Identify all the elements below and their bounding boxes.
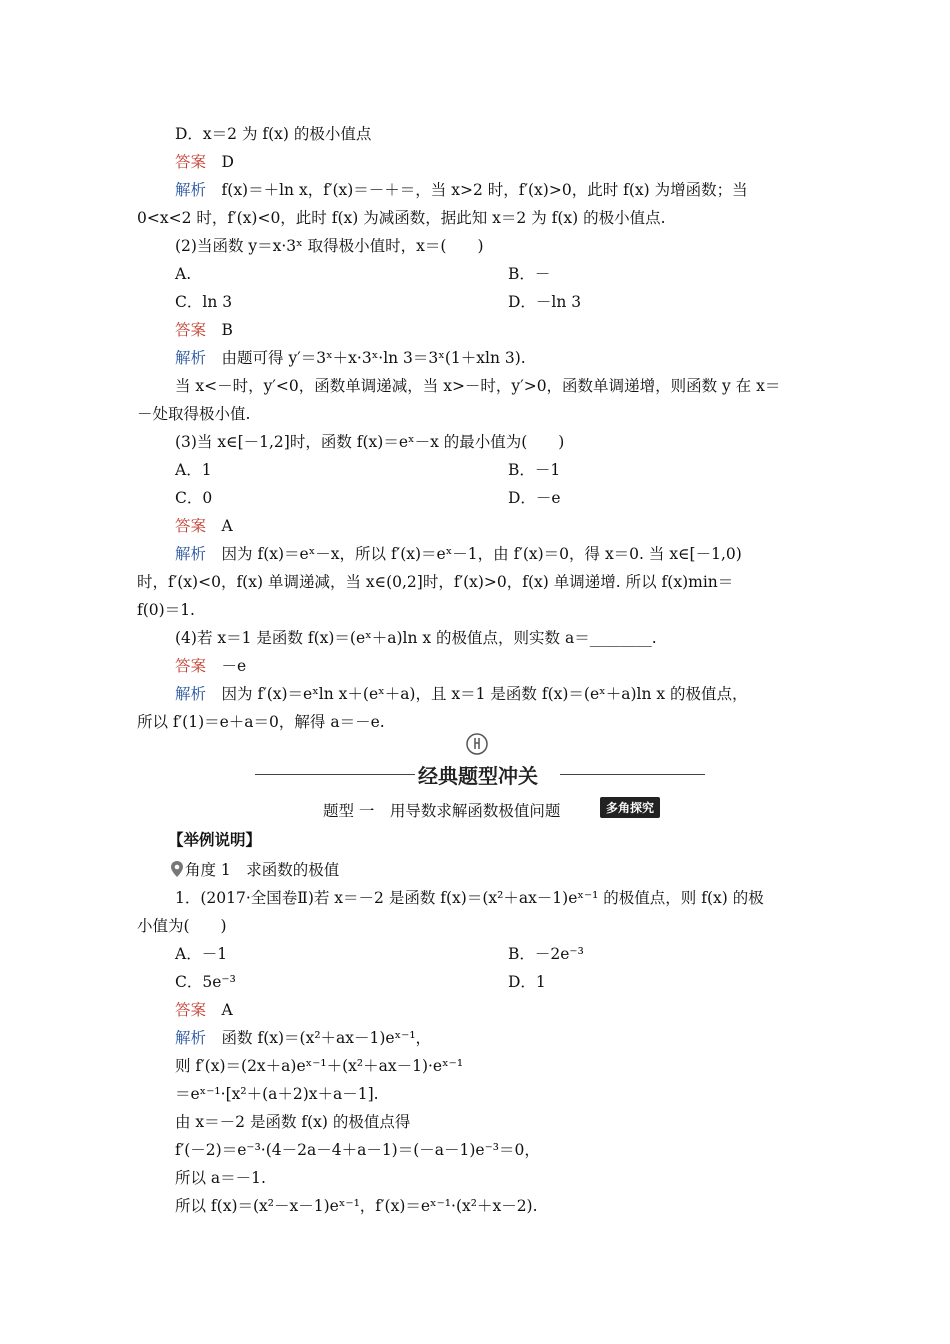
q3-option-c: C．0 [175,489,213,507]
answer-label: 答案 [175,321,207,339]
q3-option-b: B．－1 [508,461,561,479]
analysis-4b: 所以 f′(1)＝e＋a＝0，解得 a＝－e. [137,713,385,731]
answer-label: 答案 [175,1001,207,1019]
analysis-label: 解析 [175,349,207,367]
solution-3: ＝eˣ⁻¹·[x²＋(a＋2)x＋a－1]. [175,1085,379,1103]
q3-option-a: A．1 [175,461,212,479]
answer-5 [175,1000,233,1020]
answer-label: 答案 [175,153,207,171]
map-pin-icon [171,861,183,877]
analysis-3c: f(0)＝1. [137,601,195,619]
analysis-3b: 时，f′(x)<0，f(x) 单调递减，当 x∈(0,2]时，f′(x)>0，f(x) 单调递增. 所以 f(x)min＝ [137,573,734,591]
banner-rule-left [255,774,415,775]
example-heading: 【举例说明】 [168,831,262,849]
solution-6: 所以 a＝－1. [175,1169,266,1187]
solution-1 [175,1028,431,1048]
answer-4 [175,656,246,676]
problem-1a: 1．(2017·全国卷Ⅱ)若 x＝－2 是函数 f(x)＝(x²＋ax－1)eˣ⁻¹ 的极值点，则 f(x) 的极 [175,889,764,907]
question-4: (4)若 x＝1 是函数 f(x)＝(eˣ＋a)ln x 的极值点，则实数 a＝________. [175,629,657,647]
analysis-1b: 0<x<2 时，f′(x)<0，此时 f(x) 为减函数，据此知 x＝2 为 f(x) 的极小值点. [137,209,666,227]
section-banner: 经典题型冲关 [418,764,538,788]
answer-1 [175,152,234,172]
problem-1b: 小值为( ) [137,917,227,935]
p1-option-a: A．－1 [175,945,228,963]
analysis-2b: 当 x<－时，y′<0，函数单调递减，当 x>－时，y′>0，函数单调递增，则函数 y 在 x＝ [175,377,781,395]
answer-value: A [221,1001,233,1019]
q2-option-b: B．－ [508,265,551,283]
analysis-label: 解析 [175,685,207,703]
answer-value: －e [221,657,247,675]
type-title: 题型 一 用导数求解函数极值问题 [323,802,561,820]
analysis-3a [175,544,742,564]
p1-option-d: D．1 [508,973,546,991]
emblem-icon [462,732,492,756]
banner-rule-right [560,774,705,775]
answer-value: D [221,153,234,171]
analysis-2a [175,348,526,368]
answer-2 [175,320,233,340]
answer-label: 答案 [175,657,207,675]
answer-label: 答案 [175,517,207,535]
analysis-text: 由题可得 y′＝3ˣ＋x·3ˣ·ln 3＝3ˣ(1＋xln 3). [221,349,526,367]
question-2: (2)当函数 y＝x·3ˣ 取得极小值时，x＝( ) [175,237,484,255]
analysis-text: 函数 f(x)＝(x²＋ax－1)eˣ⁻¹， [221,1029,432,1047]
analysis-label: 解析 [175,181,207,199]
analysis-1a [175,180,748,200]
analysis-4a [175,684,748,704]
analysis-text: f(x)＝＋ln x，f′(x)＝－＋＝，当 x>2 时，f′(x)>0，此时 f(x) 为增函数；当 [221,181,748,199]
q2-option-c: C．ln 3 [175,293,233,311]
q2-option-d: D．－ln 3 [508,293,582,311]
p1-option-c: C．5e⁻³ [175,973,236,991]
solution-5: f′(－2)＝e⁻³·(4－2a－4＋a－1)＝(－a－1)e⁻³＝0， [175,1141,540,1159]
q2-option-a: A. [175,265,192,283]
angle-heading [171,860,339,880]
analysis-text: 因为 f(x)＝eˣ－x，所以 f′(x)＝eˣ－1，由 f′(x)＝0，得 x＝0. 当 x∈[－1,0) [221,545,742,563]
answer-value: B [221,321,233,339]
solution-7: 所以 f(x)＝(x²－x－1)eˣ⁻¹，f′(x)＝eˣ⁻¹·(x²＋x－2). [175,1197,538,1215]
multi-angle-badge: 多角探究 [600,797,660,818]
answer-3 [175,516,233,536]
answer-value: A [221,517,233,535]
p1-option-b: B．－2e⁻³ [508,945,584,963]
option-d-line: D．x＝2 为 f(x) 的极小值点 [175,125,372,143]
analysis-label: 解析 [175,545,207,563]
q3-option-d: D．－e [508,489,561,507]
solution-4: 由 x＝－2 是函数 f(x) 的极值点得 [175,1113,411,1131]
analysis-label: 解析 [175,1029,207,1047]
angle-text: 角度 1 求函数的极值 [185,861,340,879]
question-3: (3)当 x∈[－1,2]时，函数 f(x)＝eˣ－x 的最小值为( ) [175,433,565,451]
analysis-2c: －处取得极小值. [137,405,251,423]
solution-2: 则 f′(x)＝(2x＋a)eˣ⁻¹＋(x²＋ax－1)·eˣ⁻¹ [175,1057,464,1075]
analysis-text: 因为 f′(x)＝eˣln x＋(eˣ＋a)，且 x＝1 是函数 f(x)＝(eˣ＋a)ln x 的极值点， [221,685,748,703]
